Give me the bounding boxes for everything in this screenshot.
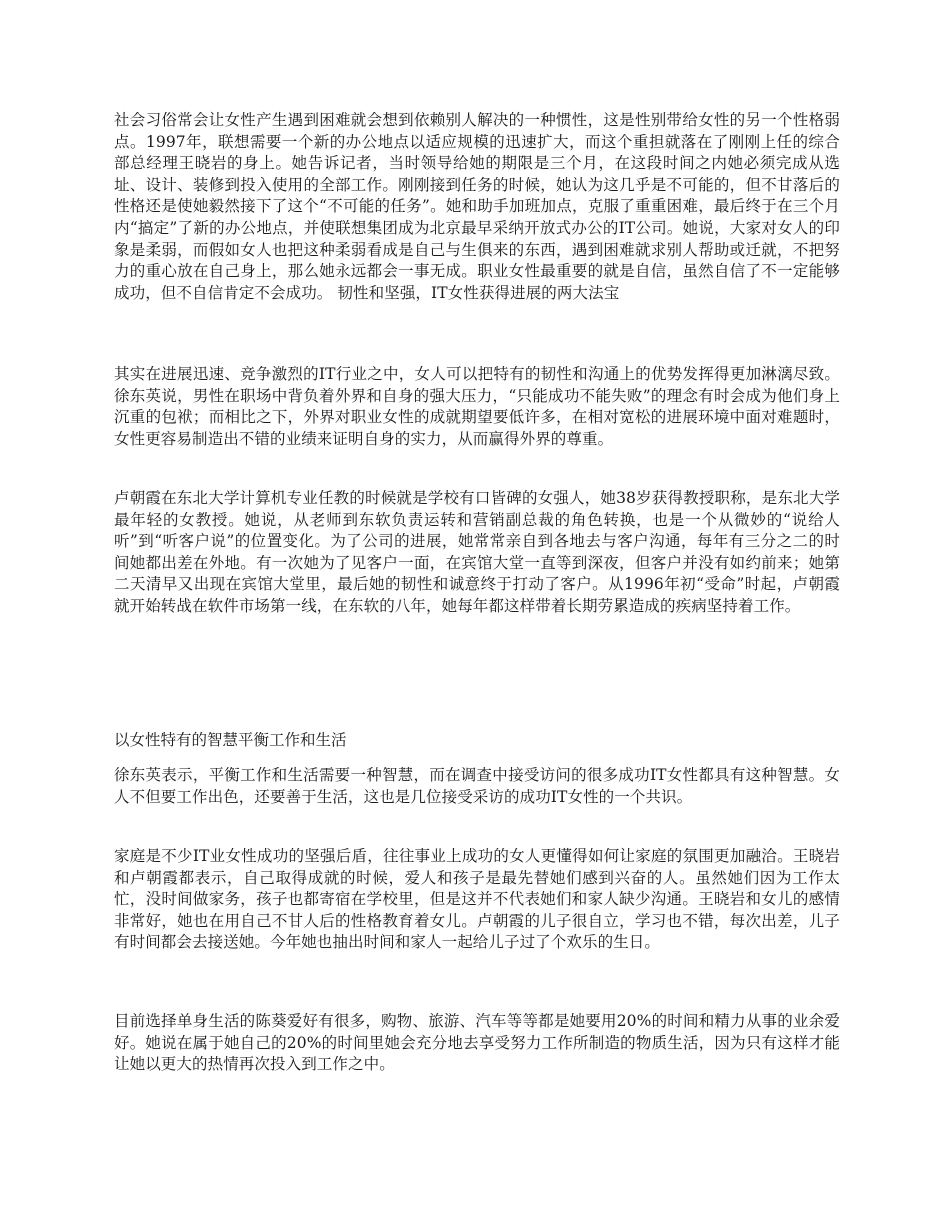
paragraph-1-container — [114, 110, 840, 304]
section-heading-container — [114, 730, 840, 752]
paragraph-2: 其实在进展迅速、竞争激烈的IT行业之中，女人可以把特有的韧性和沟通上的优势发挥得更加淋漓尽致。徐东英说，男性在职场中背负着外界和自身的强大压力，“只能成功不能失败”的理念有时会成为他们身上沉重的包袱；而相比之下，外界对职业女性的成就期望要低许多，在相对宽松的进展环境中面对难题时，女性更容易制造出不错的业绩来证明自身的实力，从而赢得外界的尊重。 — [114, 365, 840, 448]
paragraph-4-container — [114, 765, 840, 808]
section-heading: 以女性特有的智慧平衡工作和生活 — [114, 731, 347, 749]
paragraph-4: 徐东英表示，平衡工作和生活需要一种智慧，而在调查中接受访问的很多成功IT女性都具有这种智慧。女人不但要工作出色，还要善于生活，这也是几位接受采访的成功IT女性的一个共识。 — [114, 766, 840, 806]
paragraph-5-container — [114, 846, 840, 954]
paragraph-6-container — [114, 1011, 840, 1076]
paragraph-3-container — [114, 488, 840, 618]
paragraph-1: 社会习俗常会让女性产生遇到困难就会想到依赖别人解决的一种惯性，这是性别带给女性的另一个性格弱点。1997年，联想需要一个新的办公地点以适应规模的迅速扩大，而这个重担就落在了刚刚上任的综合部总经理王晓岩的身上。她告诉记者，当时领导给她的期限是三个月，在这段时间之内她必须完成从选址、设计、装修到投入使用的全部工作。刚刚接到任务的时候，她认为这几乎是不可能的，但不甘落后的性格还是使她毅然接下了这个“不可能的任务”。她和助手加班加点，克服了重重困难，最后终于在三个月内“搞定”了新的办公地点，并使联想集团成为北京最早采纳开放式办公的IT公司。她说，大家对女人的印象是柔弱，而假如女人也把这种柔弱看成是自己与生俱来的东西，遇到困难就求别人帮助或迁就，不把努力的重心放在自己身上，那么她永远都会一事无成。职业女性最重要的就是自信，虽然自信了不一定能够成功，但不自信肯定不会成功。 韧性和坚强，IT女性获得进展的两大法宝 — [114, 111, 840, 302]
paragraph-3: 卢朝霞在东北大学计算机专业任教的时候就是学校有口皆碑的女强人，她38岁获得教授职称，是东北大学最年轻的女教授。她说，从老师到东软负责运转和营销副总裁的角色转换，也是一个从微妙的“说给人听”到“听客户说”的位置变化。为了公司的进展，她常常亲自到各地去与客户沟通，每年有三分之二的时间她都出差在外地。有一次她为了见客户一面，在宾馆大堂一直等到深夜，但客户并没有如约前来；她第二天清早又出现在宾馆大堂里，最后她的韧性和诚意终于打动了客户。从1996年初“受命”时起，卢朝霞就开始转战在软件市场第一线，在东软的八年，她每年都这样带着长期劳累造成的疾病坚持着工作。 — [114, 489, 840, 615]
paragraph-6: 目前选择单身生活的陈葵爱好有很多，购物、旅游、汽车等等都是她要用20%的时间和精力从事的业余爱好。她说在属于她自己的20%的时间里她会充分地去享受努力工作所制造的物质生活，因为只有这样才能让她以更大的热情再次投入到工作之中。 — [114, 1012, 840, 1074]
paragraph-5: 家庭是不少IT业女性成功的坚强后盾，往往事业上成功的女人更懂得如何让家庭的氛围更加融洽。王晓岩和卢朝霞都表示，自己取得成就的时候，爱人和孩子是最先替她们感到兴奋的人。虽然她们因为工作太忙，没时间做家务，孩子也都寄宿在学校里，但是这并不代表她们和家人缺少沟通。王晓岩和女儿的感情非常好，她也在用自己不甘人后的性格教育着女儿。卢朝霞的儿子很自立，学习也不错，每次出差，儿子有时间都会去接送她。今年她也抽出时间和家人一起给儿子过了个欢乐的生日。 — [114, 847, 840, 952]
paragraph-2-container — [114, 364, 840, 450]
